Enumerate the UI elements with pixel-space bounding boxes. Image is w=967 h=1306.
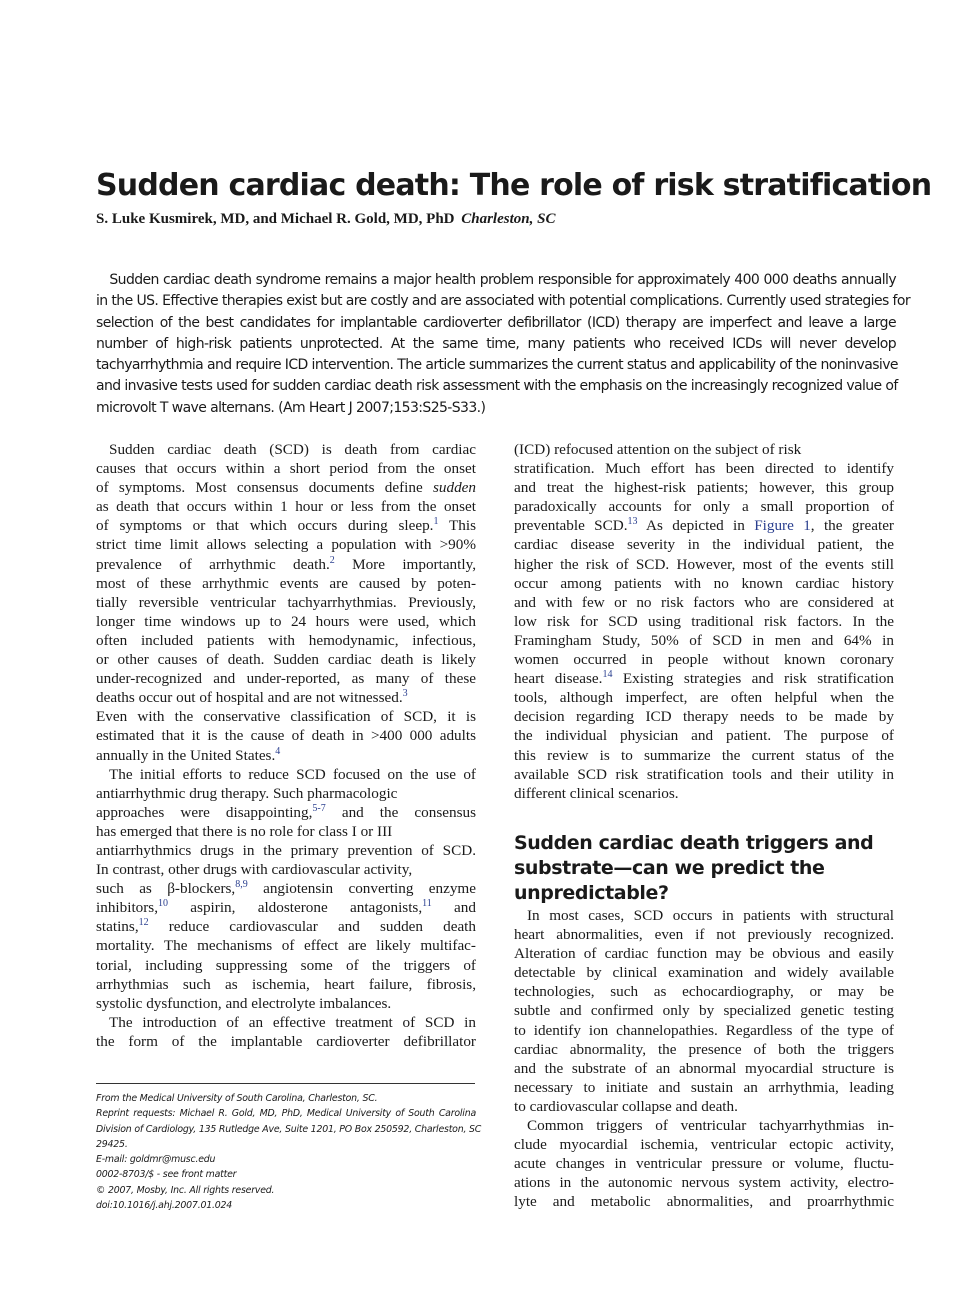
left-column <box>96 440 476 1051</box>
text-line: or other causes of death. Sudden cardiac death is likely <box>96 651 476 669</box>
text-line: clude myocardial ischemia, ventricular ectopic activity, <box>514 1136 894 1154</box>
article-title: Sudden cardiac death: The role of risk stratification <box>96 168 932 203</box>
text-line <box>96 898 476 917</box>
text-line: Sudden cardiac death (SCD) is death from cardiac <box>109 441 476 458</box>
text-line: this review is to summarize the current status of the <box>514 746 894 764</box>
text-run: approaches were disappointing, <box>96 803 313 821</box>
abstract-line: Sudden cardiac death syndrome remains a major health problem responsible for approximately 400 000 deaths annually <box>96 272 896 288</box>
text-run: annually in the United States. <box>96 746 276 764</box>
abstract-line: in the US. Effective therapies exist but are costly and are associated with potential complications. Currently used strategies for <box>96 293 910 310</box>
text-line: Alteration of cardiac function may be obvious and easily <box>514 945 894 963</box>
citation-link[interactable]: 2 <box>329 554 335 566</box>
text-line: to cardiovascular collapse and death. <box>514 1097 738 1115</box>
text-line: and the substrate of an abnormal myocardial structure is <box>514 1059 894 1077</box>
paragraph <box>96 1013 476 1051</box>
author-names: S. Luke Kusmirek, MD, and Michael R. Gold, MD, PhD <box>96 211 455 227</box>
emphasis-text: sudden <box>432 479 476 497</box>
text-line: Even with the conservative classification of SCD, it is <box>96 708 476 726</box>
heading-line: Sudden cardiac death triggers and <box>514 832 874 854</box>
text-line: antiarrhythmic drug therapy. Such pharmacologic <box>96 784 398 802</box>
text-line <box>96 516 476 535</box>
text-line: and with few or no risk factors who are considered at <box>514 593 894 611</box>
text-line: estimated that it is the cause of death in >400 000 adults <box>96 727 476 745</box>
text-line: low risk for SCD using traditional risk factors. In the <box>514 612 894 630</box>
text-line <box>96 555 476 574</box>
text-line: causes that occurs within a short period from the onset <box>96 460 476 478</box>
text-line: necessary to initiate and sustain an arrhythmia, leading <box>514 1078 894 1096</box>
paragraph <box>96 765 476 1013</box>
paragraph <box>514 906 894 1116</box>
text-run: statins, <box>96 918 139 936</box>
section-heading <box>514 831 873 906</box>
text-run: , the greater <box>810 517 894 535</box>
abstract-line: and invasive tests used for sudden cardiac death risk assessment with the emphasis on the increasingly recognized value of <box>96 378 898 395</box>
text-line: In contrast, other drugs with cardiovascular activity, <box>96 861 413 879</box>
paragraph <box>514 440 894 803</box>
text-line <box>514 669 894 688</box>
citation-link[interactable]: 5-7 <box>312 802 326 814</box>
citation-link[interactable]: 12 <box>138 917 149 929</box>
footnote-divider <box>96 1083 475 1084</box>
text-run: deaths occur out of hospital and are not witnessed. <box>96 689 403 707</box>
text-line: Framingham Study, 50% of SCD in men and 64% in <box>514 631 894 649</box>
text-line: tools, although imperfect, are often helpful when the <box>514 689 894 707</box>
paragraph <box>96 440 476 765</box>
text-line: has emerged that there is no role for class I or III <box>96 822 393 840</box>
text-line: available SCD risk stratification tools and their utility in <box>514 765 894 783</box>
text-line <box>514 516 894 535</box>
text-line: the individual physician and patient. The purpose of <box>514 727 894 745</box>
text-line: tially reversible ventricular tachyarrhythmias. Previously, <box>96 593 476 611</box>
text-run: and the consensus <box>325 803 477 821</box>
text-line: to identify ion channelopathies. Regardless of the type of <box>514 1021 894 1039</box>
right-column-section <box>514 906 894 1212</box>
text-line: stratification. Much effort has been directed to identify <box>514 460 894 478</box>
abstract-line: number of high-risk patients unprotected. At the same time, many patients who received ICDs will never develop <box>96 335 896 352</box>
text-run: This <box>438 517 477 535</box>
text-line: most of these arrhythmic events are caused by poten- <box>96 574 476 592</box>
footnote-reprint: 29425. <box>96 1138 128 1150</box>
text-line: ations in the autonomic nervous system activity, electro- <box>514 1174 894 1192</box>
text-line: acute changes in ventricular pressure or volume, fluctu- <box>514 1155 894 1173</box>
footnotes <box>96 1091 482 1213</box>
author-location: Charleston, SC <box>461 211 556 227</box>
text-run: preventable SCD. <box>514 517 628 535</box>
text-line: heart abnormalities, even if not previously recognized. <box>514 926 894 944</box>
text-line: women occurred in people without known coronary <box>514 651 894 669</box>
abstract-line: tachyarrhythmia and require ICD intervention. The article summarizes the current status and applicability of the noninvasive <box>96 357 898 374</box>
text-run: reduce cardiovascular and sudden death <box>148 918 476 936</box>
text-line: In most cases, SCD occurs in patients with structural <box>527 907 894 924</box>
text-line: subtle and confirmed only by specialized genetic testing <box>514 1002 894 1020</box>
text-run: prevalence of arrhythmic death. <box>96 555 330 573</box>
citation-link[interactable]: 11 <box>422 898 432 910</box>
text-line <box>96 879 476 898</box>
paragraph <box>514 1116 894 1211</box>
text-line: (ICD) refocused attention on the subject of risk <box>514 441 802 458</box>
figure-link[interactable]: Figure 1 <box>754 517 811 535</box>
text-line: technologies, such as echocardiography, or may be <box>514 983 894 1001</box>
text-line: The introduction of an effective treatment of SCD in <box>109 1013 476 1031</box>
text-run: of symptoms or that which occurs during sleep. <box>96 517 434 535</box>
text-line: higher the risk of SCD. However, most of the events still <box>514 555 894 573</box>
footnote-doi[interactable]: doi:10.1016/j.ahj.2007.01.024 <box>96 1200 233 1212</box>
text-line: occur among patients with no known cardiac history <box>514 574 894 592</box>
footnote-reprint: Division of Cardiology, 135 Rutledge Ave, Suite 1201, PO Box 250592, Charleston, SC <box>96 1123 482 1135</box>
text-run: angiotensin converting enzyme <box>247 880 476 898</box>
citation-link[interactable]: 1 <box>433 516 439 528</box>
text-run: More importantly, <box>334 555 476 573</box>
text-line <box>96 688 476 707</box>
text-line: arrhythmias such as ischemia, heart failure, fibrosis, <box>96 975 476 993</box>
footnote-affiliation: From the Medical University of South Carolina, Charleston, SC. <box>96 1093 378 1104</box>
text-line <box>96 746 476 765</box>
text-run: aspirin, aldosterone antagonists, <box>168 899 423 917</box>
text-line <box>96 803 476 822</box>
text-line: decision regarding ICD therapy needs to be made by <box>514 708 894 726</box>
citation-link[interactable]: 13 <box>627 516 638 528</box>
text-line: paradoxically accounts for only a small proportion of <box>514 498 894 516</box>
text-line: longer time windows up to 24 hours were used, which <box>96 612 476 630</box>
text-line: systolic dysfunction, and electrolyte imbalances. <box>96 994 392 1012</box>
text-run: heart disease. <box>514 670 603 688</box>
text-run: inhibitors, <box>96 899 159 917</box>
text-line: cardiac disease severity in the individual patient, the <box>514 536 894 554</box>
citation-link[interactable]: 4 <box>275 745 281 757</box>
footnote-issn: 0002-8703/$ - see front matter <box>96 1169 237 1181</box>
footnote-email[interactable]: E-mail: goldmr@musc.edu <box>96 1154 216 1166</box>
text-line: strict time limit allows selecting a population with >90% <box>96 536 476 554</box>
abstract-line: selection of the best candidates for implantable cardioverter defibrillator (ICD) therapy are imperfect and leave a large <box>96 314 896 331</box>
text-line: antiarrhythmics drugs in the primary prevention of SCD. <box>96 841 476 859</box>
text-line: the form of the implantable cardioverter defibrillator <box>96 1032 476 1050</box>
citation-link[interactable]: 3 <box>402 688 408 700</box>
text-line: often included patients with hemodynamic, infectious, <box>96 631 476 649</box>
text-run: As depicted in <box>637 517 755 535</box>
text-line: The initial efforts to reduce SCD focused on the use of <box>109 765 476 783</box>
text-line: as death that occurs within 1 hour or less from the onset <box>96 498 476 516</box>
heading-line: unpredictable? <box>514 882 669 904</box>
abstract <box>96 270 910 419</box>
text-line: under-recognized and under-reported, as many of these <box>96 670 476 688</box>
abstract-line: microvolt T wave alternans. (Am Heart J 2007;153:S25-S33.) <box>96 399 486 416</box>
text-line <box>96 917 476 936</box>
text-run: such as β-blockers, <box>96 880 236 898</box>
citation-link[interactable]: 14 <box>602 669 613 681</box>
text-line: lyte and metabolic abnormalities, and proarrhythmic <box>514 1193 894 1211</box>
text-run: Existing strategies and risk stratification <box>612 670 894 688</box>
text-line: and treat the highest-risk patients; however, this group <box>514 479 894 497</box>
footnote-copyright: © 2007, Mosby, Inc. All rights reserved. <box>96 1184 275 1196</box>
heading-line: substrate—can we predict the <box>514 857 825 879</box>
citation-link[interactable]: 8,9 <box>235 879 248 891</box>
text-line: different clinical scenarios. <box>514 784 679 802</box>
right-column <box>514 440 894 803</box>
text-line: detectable by clinical examination and widely available <box>514 964 894 982</box>
text-run: and <box>431 899 476 917</box>
citation-link[interactable]: 10 <box>158 898 169 910</box>
text-line: torial, including suppressing some of the triggers of <box>96 956 476 974</box>
text-line <box>96 478 476 497</box>
author-line <box>96 211 555 228</box>
text-line: cardiac abnormality, the presence of both the triggers <box>514 1040 894 1058</box>
footnote-reprint: Reprint requests: Michael R. Gold, MD, PhD, Medical University of South Carolina <box>96 1108 476 1120</box>
text-line: mortality. The mechanisms of effect are likely multifac- <box>96 937 476 955</box>
text-line: Common triggers of ventricular tachyarrhythmias in- <box>527 1117 894 1135</box>
text-run: of symptoms. Most consensus documents define <box>96 479 433 497</box>
